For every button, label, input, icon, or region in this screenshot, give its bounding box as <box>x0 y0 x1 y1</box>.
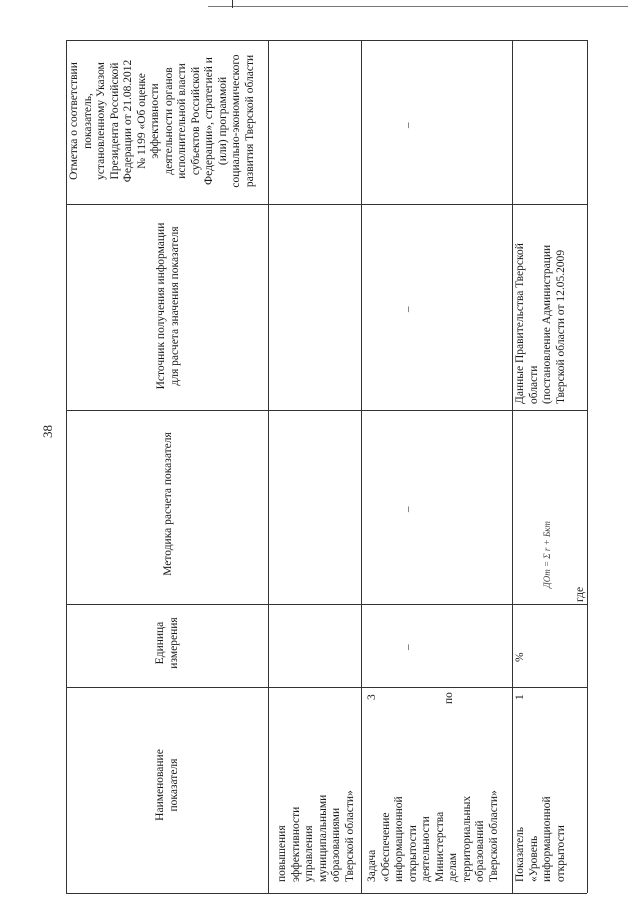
header-name: Наименование показателя <box>154 749 180 821</box>
row3-number: 1 <box>514 694 526 700</box>
left-margin-tick <box>232 0 233 8</box>
table-top-border <box>66 40 587 41</box>
row2-divider <box>512 40 513 893</box>
row2-method: – <box>402 506 414 512</box>
header-row-divider <box>268 40 269 893</box>
top-margin-line <box>208 6 628 7</box>
header-mark-compliance: Отметка о соответствии показатель, установленному Указом Президента Российской Федерации от 21.08.2012 № 1199 «Об оценке эффективности деятельности органов исполнительной власти субъектов Российской Федерации», стратегией и (или) программой социально-экономического развития Тверской области <box>68 54 256 188</box>
table-right-border <box>587 40 588 893</box>
row3-source: Данные Правительства Тверской области (постановление Администрации Тверской области от 12.05.2009 <box>514 243 567 404</box>
col-boundary-1 <box>66 204 587 205</box>
row2-source: – <box>402 306 414 312</box>
row2-po: по <box>443 692 455 704</box>
table-left-border <box>66 40 67 893</box>
col-boundary-2 <box>66 410 587 411</box>
row3-name: Показатель «Уровень информационной открытости <box>514 796 567 882</box>
row1-name: повышения эффективности управления муниципальными образованиями Тверской области» <box>276 790 356 882</box>
row3-formula: ДОт = Σ r + Бкт <box>542 521 552 588</box>
row2-number: 3 <box>366 694 378 700</box>
row1-divider <box>361 40 362 893</box>
row3-where: где <box>574 586 586 602</box>
row3-unit: % <box>514 652 526 662</box>
header-method: Методика расчета показателя <box>162 432 174 576</box>
table-bottom-border <box>66 893 587 894</box>
row2-unit: – <box>402 644 414 650</box>
col-boundary-4 <box>66 687 587 688</box>
header-unit: Единица измерения <box>154 617 180 669</box>
page-number: 38 <box>40 425 55 438</box>
row2-name: Задача «Обеспечение информационной открытости деятельности Министерства делам территориальных образований Тверской области» <box>366 790 500 882</box>
header-source: Источник получения информации для расчета значения показателя <box>155 222 181 390</box>
row2-mark: – <box>402 122 414 128</box>
col-boundary-3 <box>66 604 587 605</box>
